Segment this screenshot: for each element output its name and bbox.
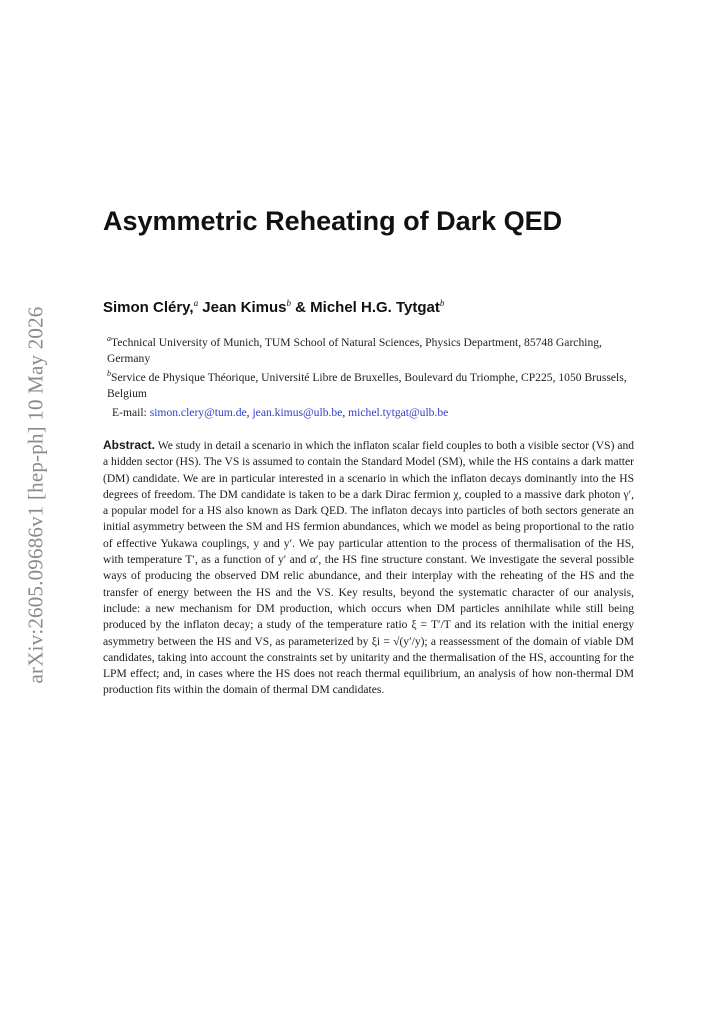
author-name: Simon Cléry, (103, 299, 194, 316)
author-name: Jean Kimus (202, 299, 287, 316)
email-label: E-mail: (112, 406, 147, 419)
email-link-clery[interactable]: simon.clery@tum.de (149, 406, 247, 419)
abstract-label: Abstract. (103, 438, 156, 452)
affiliation-mark: a (193, 298, 199, 308)
paper-title: Asymmetric Reheating of Dark QED (103, 206, 563, 236)
affiliation-mark: b (286, 298, 291, 308)
affiliation-text: Technical University of Munich, TUM School of Natural Sciences, Physics Department, 85748 Garching, Germany (107, 335, 602, 366)
email-link-kimus[interactable]: jean.kimus@ulb.be (252, 406, 343, 419)
arxiv-identifier-text: arXiv:2605.09686v1 [hep-ph] 10 May 2026 (23, 306, 48, 684)
affiliation-a (107, 331, 635, 368)
author-list (103, 298, 663, 316)
arxiv-identifier-stamp (16, 290, 56, 700)
email-line: E-mail: simon.clery@tum.de, jean.kimus@ulb.be, michel.tytgat@ulb.be (112, 406, 449, 419)
email-link-tytgat[interactable]: michel.tytgat@ulb.be (348, 406, 449, 419)
abstract (103, 437, 634, 699)
affiliation-mark: b (107, 369, 111, 378)
author-name: Michel H.G. Tytgat (310, 299, 440, 316)
affiliation-b (107, 366, 635, 403)
abstract-text: We study in detail a scenario in which the inflaton scalar field couples to both a visible sector (VS) and a hidden sector (HS). The VS is assumed to contain the Standard Model (SM), while the HS contains a dark matter (DM) candidate. We are in particular interested in a scenario in which the inflaton decays dominantly into the HS degrees of freedom. The DM candidate is taken to be a dark Dirac fermion χ, coupled to a massive dark photon γ′, a popular model for a HS also known as Dark QED. The inflaton decays into particles of both sectors generate an initial asymmetry between the SM and HS fermion abundances, which we model as being proportional to the ratio of effective Yukawa couplings, y and y′. We pay particular attention to the process of thermalisation of the HS, with temperature T′, as a function of y′ and α′, the HS fine structure constant. We investigate the several possible ways of producing the observed DM relic abundance, and their interplay with the reheating of the HS and the transfer of energy between the HS and the VS. Key results, beyond the systematic character of our analysis, include: a new mechanism for DM production, which occurs when DM particles annihilate while still being produced by the inflaton decay; a study of the temperature ratio ξ = T′/T and its relation with the initial energy asymmetry between the HS and VS, as parameterized by ξi = √(y′/y); a reassessment of the domain of viable DM candidates, taking into account the constraints set by unitarity and the thermalisation of the HS, accounting for the LPM effect; and, in cases where the HS does not reach thermal equilibrium, an analysis of how non-thermal DM production fits within the domain of thermal DM candidates. (103, 440, 634, 697)
affiliation-mark: a (107, 334, 111, 343)
author-separator: & (295, 299, 306, 316)
affiliation-mark: b (439, 298, 445, 308)
affiliation-text: Service de Physique Théorique, Université Libre de Bruxelles, Boulevard du Triomphe, CP225, 1050 Brussels, Belgium (107, 370, 627, 401)
